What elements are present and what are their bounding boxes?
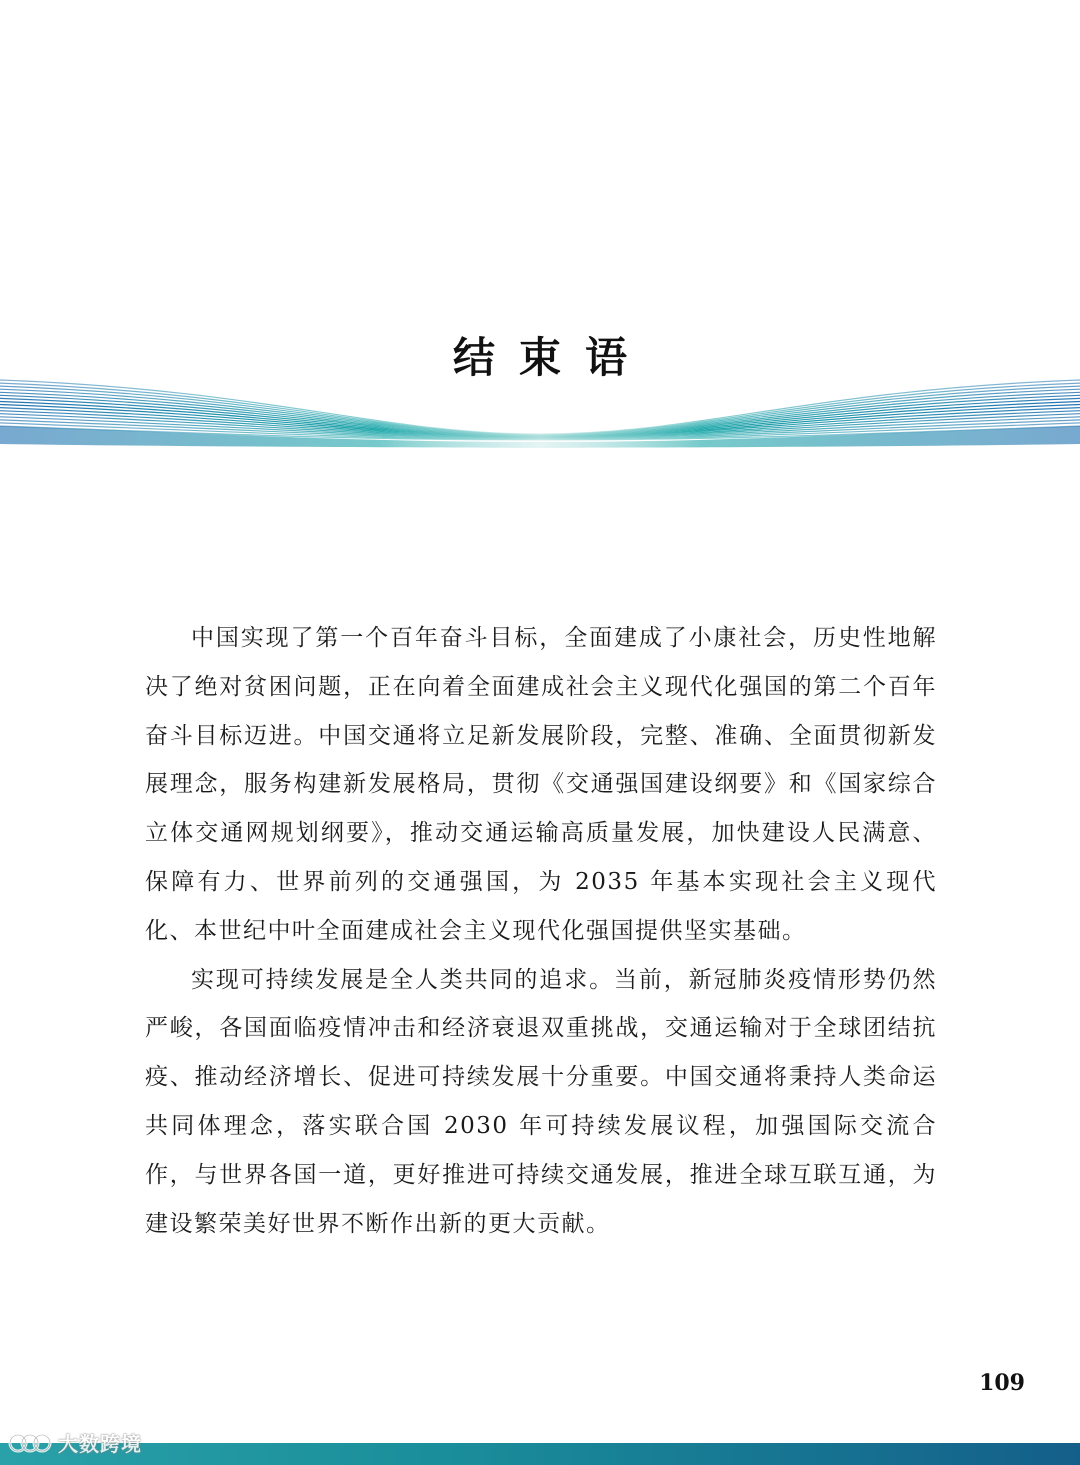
watermark-logo-icon <box>8 1430 52 1456</box>
bottom-color-bar <box>0 1443 1080 1465</box>
watermark-text: 大数跨境 <box>58 1432 142 1456</box>
page-number: 109 <box>979 1370 1025 1396</box>
body-text <box>145 614 937 1248</box>
decorative-wave-banner <box>0 372 1080 452</box>
wave-line <box>0 398 1080 436</box>
paragraph-2: 实现可持续发展是全人类共同的追求。当前，新冠肺炎疫情形势仍然严峻，各国面临疫情冲击和经济衰退双重挑战，交通运输对于全球团结抗疫、推动经济增长、促进可持续发展十分重要。中国交通将秉持人类命运共同体理念，落实联合国 2030 年可持续发展议程，加强国际交流合作，与世界各国一道，更好推进可持续交通发展，推进全球互联互通，为建设繁荣美好世界不断作出新的更大贡献。 <box>145 966 937 1237</box>
paragraph-1: 中国实现了第一个百年奋斗目标，全面建成了小康社会，历史性地解决了绝对贫困问题，正在向着全面建成社会主义现代化强国的第二个百年奋斗目标迈进。中国交通将立足新发展阶段，完整、准确、全面贯彻新发展理念，服务构建新发展格局，贯彻《交通强国建设纲要》和《国家综合立体交通网规划纲要》，推动交通运输高质量发展，加快建设人民满意、保障有力、世界前列的交通强国，为 2035 年基本实现社会主义现代化、本世纪中叶全面建成社会主义现代化强国提供坚实基础。 <box>145 625 937 944</box>
chapter-title: 结束语 <box>452 333 651 382</box>
watermark <box>8 1428 142 1457</box>
